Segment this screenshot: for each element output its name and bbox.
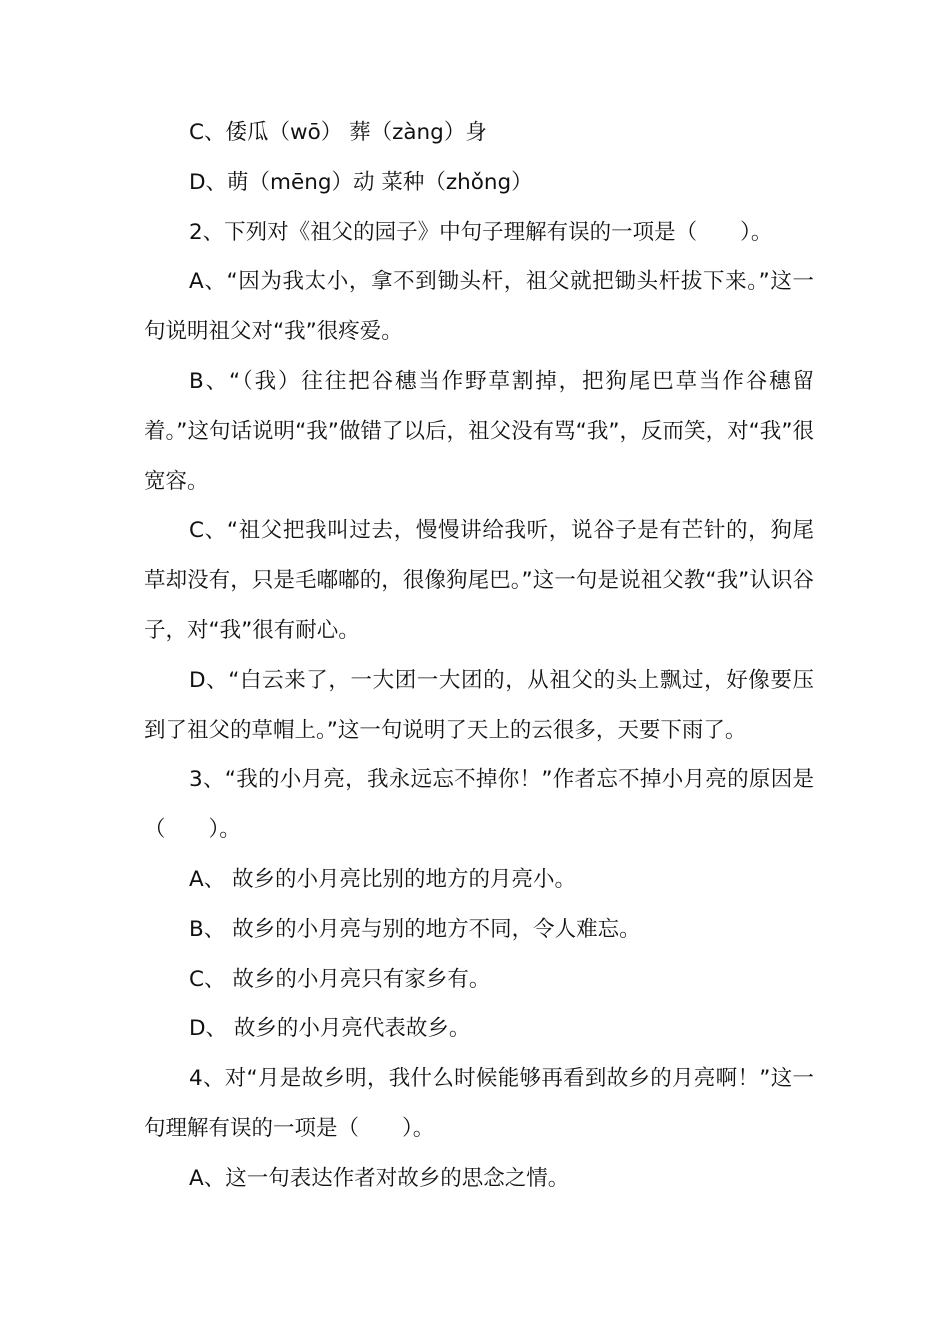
question-3-option-b: B、 故乡的小月亮与别的地方不同，令人难忘。 <box>189 916 641 942</box>
question-2-option-a: A、“因为我太小，拿不到锄头杆，祖父就把锄头杆拔下来。”这一句说明祖父对“我”很疼爱。 <box>144 269 814 345</box>
question-2: 2、下列对《祖父的园子》中句子理解有误的一项是（ ）。 <box>189 219 773 245</box>
document-body <box>144 108 814 1204</box>
question-3: 3、“我的小月亮，我永远忘不掉你！”作者忘不掉小月亮的原因是（ ）。 <box>144 767 814 843</box>
question-2-option-c: C、“祖父把我叫过去，慢慢讲给我听，说谷子是有芒针的，狗尾草却没有，只是毛嘟嘟的，很像狗尾巴。”这一句是说祖父教“我”认识谷子，对“我”很有耐心。 <box>144 518 814 643</box>
question-2-option-d: D、“白云来了，一大团一大团的，从祖父的头上飘过，好像要压到了祖父的草帽上。”这一句说明了天上的云很多，天要下雨了。 <box>144 667 814 743</box>
question-3-option-d: D、 故乡的小月亮代表故乡。 <box>189 1016 471 1042</box>
option-d-line: D、萌（mēng）动 菜种（zhǒng） <box>189 169 533 195</box>
question-3-option-c: C、 故乡的小月亮只有家乡有。 <box>189 966 491 992</box>
question-3-option-a: A、 故乡的小月亮比别的地方的月亮小。 <box>189 866 577 892</box>
question-2-option-b: B、“（我）往往把谷穗当作野草割掉，把狗尾巴草当作谷穗留着。”这句话说明“我”做错了以后，祖父没有骂“我”，反而笑，对“我”很宽容。 <box>144 368 814 494</box>
option-c-line: C、倭瓜（wō） 葬（zàng）身 <box>189 120 487 145</box>
question-4: 4、对“月是故乡明，我什么时候能够再看到故乡的月亮啊！”这一句理解有误的一项是（ ）。 <box>144 1066 814 1141</box>
question-4-option-a: A、这一句表达作者对故乡的思念之情。 <box>189 1165 570 1191</box>
